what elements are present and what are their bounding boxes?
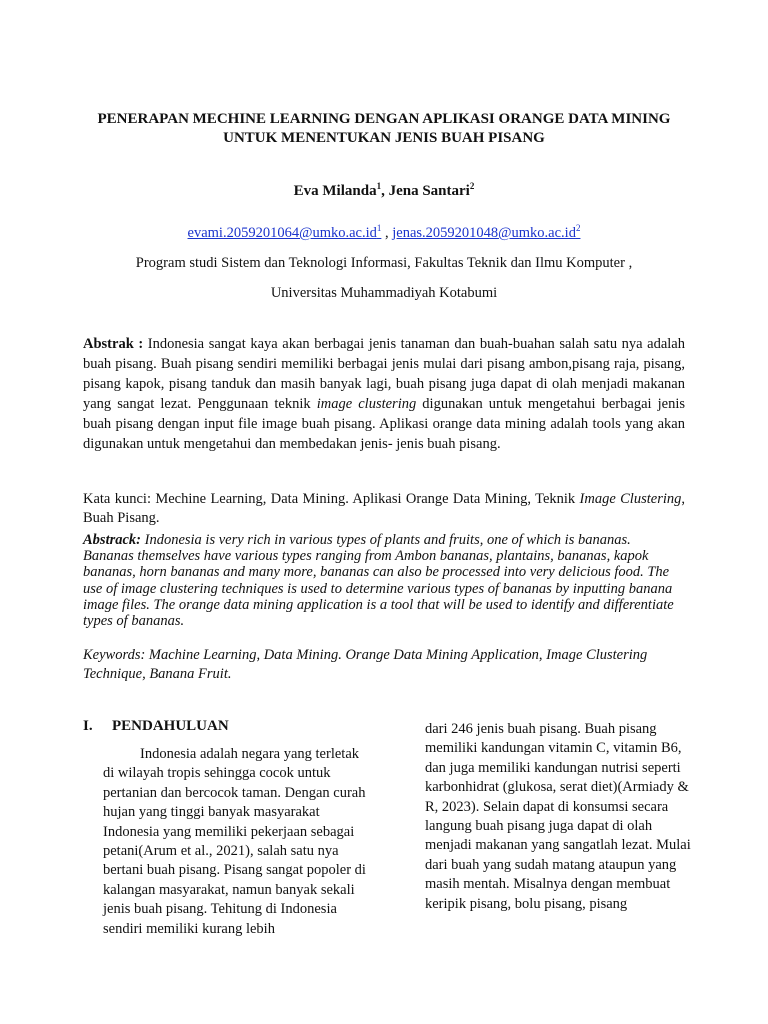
author-name: Jena Santari	[388, 183, 470, 199]
title-line-1: PENERAPAN MECHINE LEARNING DENGAN APLIKASI ORANGE DATA MINING	[97, 111, 671, 127]
abstract-text: digunakan untuk mengetahui berbagai jenis buah pisang dengan input file image buah pisang. Aplikasi orange data mining adalah tools yang akan digunakan untuk mengetahui dan membedakan jenis- jenis buah pisang.	[83, 396, 685, 452]
section-heading	[83, 718, 229, 735]
keywords-text: , Buah Pisang.	[83, 491, 685, 526]
abstract-label: Abstrack:	[83, 532, 141, 548]
author-emails	[0, 225, 768, 242]
author-superscript: 2	[469, 181, 475, 191]
keywords-indonesian	[83, 490, 685, 528]
abstract-english	[83, 532, 685, 629]
abstract-label: Abstrak :	[83, 336, 144, 352]
email-separator: ,	[381, 225, 393, 241]
email-link[interactable]: evami.2059201064@umko.ac.id$^1$	[187, 223, 382, 241]
keywords-italic-term: Image Clustering	[579, 491, 682, 507]
email-link[interactable]: jenas.2059201048@umko.ac.id$^2$	[392, 223, 581, 241]
title-line-2: UNTUK MENENTUKAN JENIS BUAH PISANG	[223, 130, 545, 146]
author-list	[0, 183, 768, 200]
author-name: Eva Milanda	[293, 183, 377, 199]
affiliation-line: Universitas Muhammadiyah Kotabumi	[270, 285, 498, 301]
abstract-indonesian	[83, 334, 685, 454]
body-column-left: Indonesia adalah negara yang terletak di wilayah tropis sehingga cocok untuk pertanian dan bercocok taman. Dengan curah hujan yang tinggi banyak masyarakat Indonesia yang memiliki pekerjaan sebagai petani(Arum et al., 2021), salah satu nya bertani buah pisang. Pisang sangat popoler di kalangan masyarakat, namun banyak sekali jenis buah pisang. Tehitung di Indonesia sendiri memiliki kurang lebih	[103, 746, 366, 937]
abstract-text: Indonesia is very rich in various types of plants and fruits, one of which is bananas. Bananas themselves have various types ranging from Ambon bananas, plantains, bananas, kapok bananas, horn bananas and many more, bananas can also be processed into very delicious food. The use of image clustering techniques is used to determine various types of bananas by inputting banana image files. The orange data mining application is a tool that will be used to identify and differentiate types of bananas.	[83, 532, 674, 630]
abstract-text: Indonesia sangat kaya akan berbagai jenis tanaman dan buah-buahan salah satu nya adalah buah pisang. Buah pisang sendiri memiliki berbagai jenis mulai dari pisang ambon,pisang raja, pisang, pisang kapok, pisang tanduk dan masih banyak lagi, buah pisang juga dapat di olah menjadi makanan yang sangat lezat. Penggunaan teknik	[83, 336, 685, 412]
paper-title	[80, 110, 688, 148]
section-number: I.	[83, 718, 93, 734]
keywords-english: Keywords: Machine Learning, Data Mining. Orange Data Mining Application, Image Clustering Technique, Banana Fruit.	[83, 647, 648, 682]
affiliation-line: Program studi Sistem dan Teknologi Informasi, Fakultas Teknik dan Ilmu Komputer ,	[135, 255, 633, 271]
author-superscript: 1	[376, 181, 382, 191]
keywords-text: Kata kunci: Mechine Learning, Data Mining. Aplikasi Orange Data Mining, Teknik	[83, 491, 580, 507]
author-separator: ,	[381, 183, 389, 199]
abstract-italic-term: image clustering	[316, 396, 417, 412]
section-title: PENDAHULUAN	[112, 718, 229, 734]
body-column-right: dari 246 jenis buah pisang. Buah pisang memiliki kandungan vitamin C, vitamin B6, dan juga memiliki kandungan nutrisi seperti karbonhidrat (glukosa, serat diet)(Armiady & R, 2023). Selain dapat di konsumsi secara langung buah pisang juga dapat di olah menjadi makanan yang sangatlah lezat. Mulai dari buah yang sudah matang ataupun yang masih mentah. Misalnya dengan membuat keripik pisang, bolu pisang, pisang	[425, 721, 691, 912]
